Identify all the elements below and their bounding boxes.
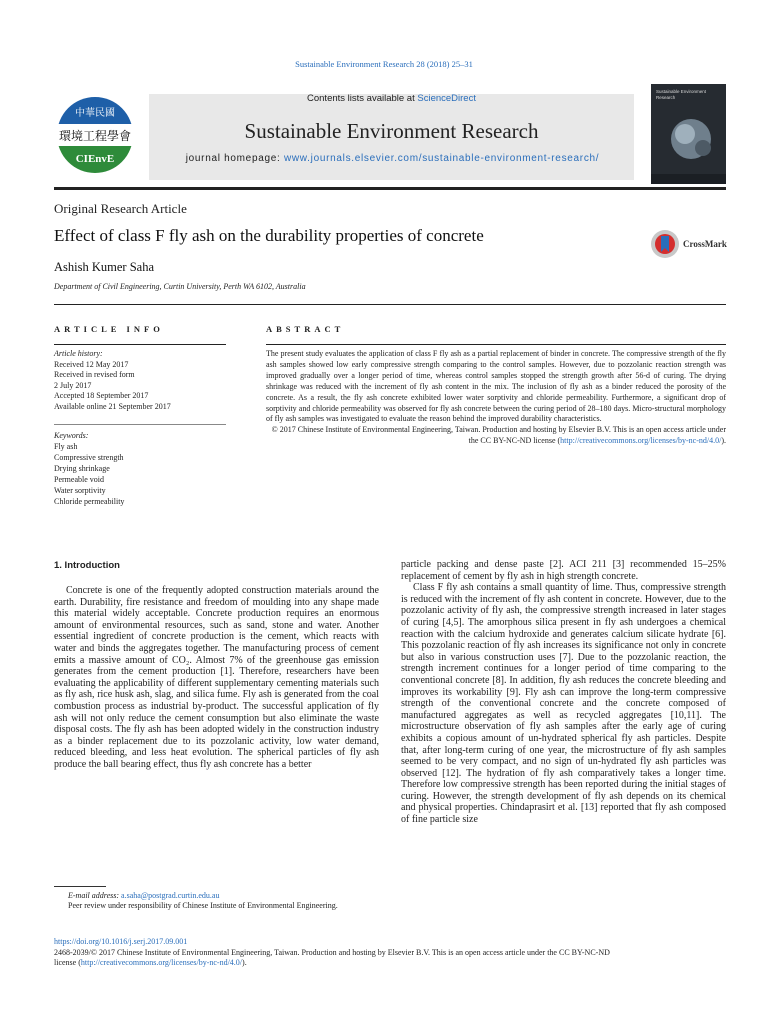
crossmark-icon: [650, 229, 680, 259]
copyright-end: ).: [721, 436, 726, 446]
history-item: Received 12 May 2017: [54, 359, 129, 369]
history-item: Received in revised form: [54, 370, 135, 379]
keywords-list: [54, 430, 229, 507]
issn-line: 2468-2039/© 2017 Chinese Institute of Environmental Engineering, Taiwan. Production and hosting by Elsevier B.V. This is an open access article under the CC BY-NC-ND: [54, 947, 610, 957]
section-heading-introduction: 1. Introduction: [54, 560, 120, 571]
keyword-item: Chloride permeability: [54, 497, 125, 506]
article-type: Original Research Article: [54, 201, 187, 216]
keyword-item: Drying shrinkage: [54, 464, 110, 473]
article-title: Effect of class F fly ash on the durability properties of concrete: [54, 226, 484, 245]
body-column-left: [54, 585, 379, 771]
cienve-logo: [54, 94, 136, 176]
email-line: [54, 891, 379, 901]
footnote-rule: [54, 886, 106, 887]
logo-bottom-text: CIEnvE: [75, 153, 115, 165]
abstract-text: The present study evaluates the application of class F fly ash as a partial replacement of binder in concrete. The compressive strength of the fly ash samples showed low early compressive strength comparing to the control samples. However, due to pozzolanic reaction strength was improved gradually over a longer period of time, whereas control samples stopped the strength growth after 56-d of curing. The drying shrinkage was reduced with the increment of fly ash content in the mix. The inclusion of fly ash as a binder reduced the porosity of the concrete. As a result, the fly ash concrete exhibited lower water sorptivity and chloride permeability. Furthermore, a significant drop of sorptivity and chloride permeability was observed for fly ash concrete between the curing period of 28–180 days. Micro-structural morphology of fly ash samples was investigated to evaluate the reason behind the improved durability characteristics.: [266, 349, 726, 424]
homepage-prefix: journal homepage:: [185, 153, 284, 164]
peer-review-note: Peer review under responsibility of Chinese Institute of Environmental Engineering.: [68, 901, 338, 910]
history-item: Available online 21 September 2017: [54, 401, 171, 411]
article-history: [54, 349, 229, 412]
cover-title: Sustainable Environment Research: [656, 89, 707, 100]
author-email-link[interactable]: a.saha@postgrad.curtin.edu.au: [121, 891, 220, 900]
abstract-copyright: [266, 425, 726, 447]
keywords-rule: [54, 424, 226, 425]
article-info-heading: ARTICLE INFO: [54, 324, 164, 334]
journal-reference[interactable]: Sustainable Environment Research 28 (2018) 25–31: [295, 59, 473, 69]
logo-mid-text: 環境工程學會: [58, 129, 132, 143]
footnote: [54, 891, 379, 911]
journal-title: Sustainable Environment Research: [244, 119, 539, 143]
keyword-item: Fly ash: [54, 442, 78, 451]
homepage-link[interactable]: www.journals.elsevier.com/sustainable-environment-research/: [283, 153, 600, 164]
keyword-item: Compressive strength: [54, 453, 124, 462]
keyword-item: Permeable void: [54, 475, 104, 484]
doi-link[interactable]: https://doi.org/10.1016/j.serj.2017.09.001: [54, 937, 188, 946]
license-link[interactable]: http://creativecommons.org/licenses/by-nc-nd/4.0/: [560, 436, 722, 446]
license-line: [54, 958, 726, 969]
contents-prefix: Contents lists available at: [307, 93, 418, 104]
copyright-text: © 2017 Chinese Institute of Environmental Engineering, Taiwan. Production and hosting by Elsevier B.V. This is an open access article under the CC BY-NC-ND license (: [271, 425, 726, 446]
body-paragraph: Class F fly ash contains a small quantity of lime. Thus, compressive strength is reduced with the increment of fly ash content in concrete. However, due to the pozzolanic activity of fly ash, the compressive strength increased in later stages of curing [4,5]. The amorphous silica present in fly ash undergoes a chemical reaction with the calcium hydroxide and generates calcium silicate hydrate [6]. This pozzolanic reaction of fly ash increases its significance not only in concrete but also in various construction uses [7]. Due to the pozzolanic reaction, the strength increment continues for a longer period of time comparing to the conventional concrete [8]. In addition, fly ash reduces the concrete bleeding and improves its workability [9]. Fly ash can improve the long-term compressive strength of the conventional concrete and the concrete composed of manufactured aggregates as well as recycled aggregates [10,11]. The microstructure observation of fly ash samples after the early age of curing exhibits a copious amount of un-hydrated spherical fly ash particles. Despite that, after long-term curing of one year, the microstructure of fly ash samples seemed to be very compact, and no sign of un-hydrated fly ash particles was observed [12]. The hydration of fly ash comparatively takes a longer time. Therefore low compressive strength has been reported during the initial stages of curing. However, the strength development of fly ash depends on its chemical and physical properties. Chindaprasirt et al. [13] reported that fly ash composed of fine particle size: [401, 582, 726, 826]
affiliation-rule: [54, 304, 726, 305]
body-paragraph: Concrete is one of the frequently adopted construction materials around the earth. Durability, fire resistance and freedom of moulding into any shape made this material widely acceptable. Concrete production requires an enormous amount of environmental resources, such as sand, stone and water. Another essential ingredient of concrete production is the cement, which reacts with water and binds the aggregates together. The manufacturing process of cement emits a massive amount of CO₂. Almost 7% of the greenhouse gas emission generates from the cement production [1]. Therefore, researchers have been evaluating the applicability of different supplementary cementing materials such as fly ash, rice husk ash, slag, and silica fume. Fly ash is generated from the coal combustion process as industrial by-product. The successful application of fly ash will not only reduce the cement consumption but also eliminate the waste disposal costs. The fly ash has been adopted widely in the construction industry as a binder replacement due to its pozzolanic activity, low water demand, reduced bleeding, and less heat evolution. The spherical particles of fly ash produce the ball bearing effect, thus fly ash concrete has a better: [54, 585, 379, 770]
keywords-label: Keywords:: [54, 431, 89, 440]
email-label: E-mail address:: [68, 891, 120, 900]
sciencedirect-link[interactable]: ScienceDirect: [417, 93, 476, 104]
abstract-rule: [266, 344, 726, 345]
abstract-heading: ABSTRACT: [266, 324, 345, 334]
crossmark-button[interactable]: [650, 229, 680, 259]
author-affiliation: Department of Civil Engineering, Curtin University, Perth WA 6102, Australia: [54, 282, 306, 291]
header-rule: [54, 187, 726, 190]
journal-homepage: [160, 152, 625, 165]
abstract-body: [266, 349, 726, 447]
body-paragraph: particle packing and dense paste [2]. ACI 211 [3] recommended 15–25% replacement of cement by fly ash in high strength concrete.: [401, 559, 726, 582]
history-label: Article history:: [54, 349, 103, 358]
history-item: Accepted 18 September 2017: [54, 391, 149, 400]
page-footer: [54, 937, 726, 969]
footer-license-link[interactable]: http://creativecommons.org/licenses/by-nc-nd/4.0/: [80, 958, 243, 967]
article-info-rule: [54, 344, 226, 345]
body-column-right: [401, 559, 726, 826]
crossmark-label[interactable]: CrossMark: [683, 239, 727, 249]
keyword-item: Water sorptivity: [54, 486, 106, 495]
society-logo-icon: [54, 94, 136, 176]
license-prefix: license (: [54, 958, 81, 967]
history-item: 2 July 2017: [54, 380, 92, 390]
author-name[interactable]: Ashish Kumer Saha: [54, 260, 154, 274]
contents-line: [149, 93, 634, 104]
logo-top-text: 中華民國: [75, 108, 115, 119]
license-suffix: ).: [242, 958, 247, 967]
